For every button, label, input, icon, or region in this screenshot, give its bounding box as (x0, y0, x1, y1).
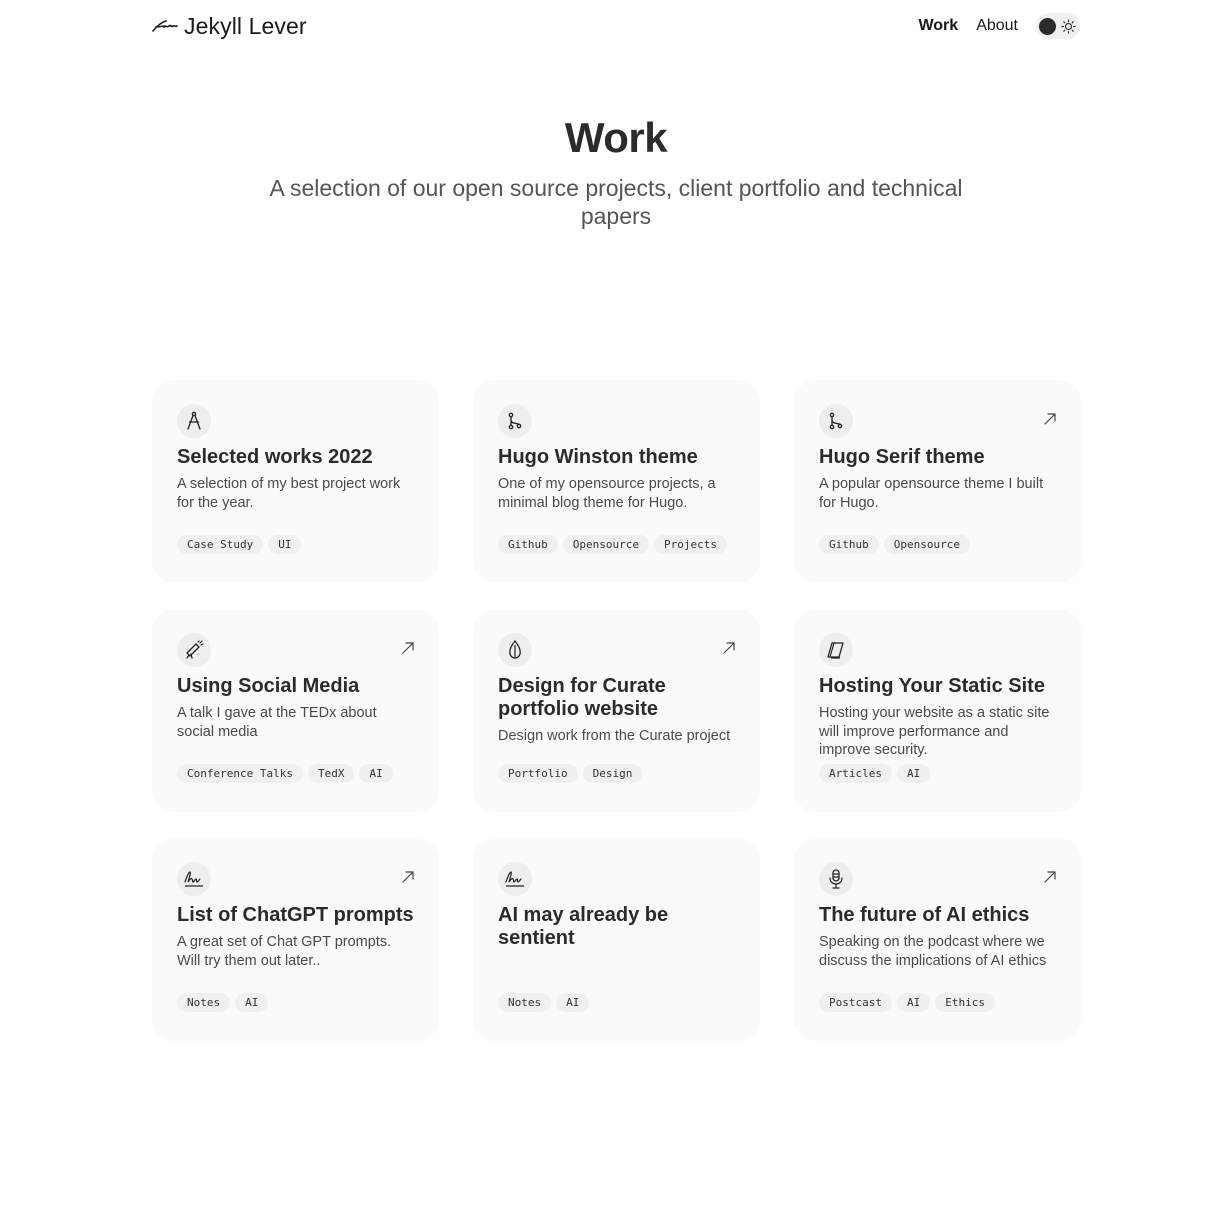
tag[interactable]: Ethics (935, 993, 995, 1012)
tag[interactable]: Notes (498, 993, 551, 1012)
tag-list (819, 764, 930, 783)
card-description: A talk I gave at the TEDx about social media (177, 705, 377, 740)
tag-list (177, 993, 268, 1012)
card-title: Using Social Media (177, 675, 360, 697)
card-description: One of my opensource projects, a minimal blog theme for Hugo. (498, 476, 716, 511)
tag[interactable]: Github (498, 535, 558, 554)
microphone-icon (819, 862, 853, 896)
card-description: A great set of Chat GPT prompts. Will try them out later.. (177, 934, 392, 969)
tag[interactable]: AI (359, 764, 392, 783)
git-branch-icon (819, 404, 853, 438)
card-title: Hosting Your Static Site (819, 675, 1045, 697)
work-card[interactable] (473, 609, 760, 812)
theme-toggle[interactable] (1036, 13, 1080, 39)
tag[interactable]: Case Study (177, 535, 263, 554)
tag[interactable]: Postcast (819, 993, 892, 1012)
work-card[interactable] (152, 609, 439, 812)
tag[interactable]: Opensource (563, 535, 649, 554)
tag[interactable]: AI (897, 993, 930, 1012)
tag-list (498, 764, 642, 783)
page-subtitle: A selection of our open source projects, client portfolio and technical papers (269, 175, 963, 229)
leaf-icon (498, 633, 532, 667)
external-arrow-icon (1043, 870, 1057, 884)
nav-link-work[interactable]: Work (918, 17, 959, 34)
card-description: Design work from the Curate project (498, 728, 731, 744)
card-title: AI may already be sentient (498, 904, 669, 949)
work-grid (152, 380, 1080, 1041)
card-title: Selected works 2022 (177, 446, 373, 468)
tag[interactable]: Conference Talks (177, 764, 303, 783)
compass-icon (177, 404, 211, 438)
megaphone-icon (177, 633, 211, 667)
tag[interactable]: Portfolio (498, 764, 578, 783)
tag[interactable]: Github (819, 535, 879, 554)
card-description: A selection of my best project work for the year. (177, 476, 401, 511)
external-arrow-icon (401, 641, 415, 655)
tag-list (498, 535, 727, 554)
tag-list (177, 535, 301, 554)
toggle-knob (1039, 18, 1056, 35)
work-card[interactable] (794, 838, 1081, 1041)
tag[interactable]: AI (235, 993, 268, 1012)
card-title: The future of AI ethics (819, 904, 1030, 926)
tag[interactable]: TedX (308, 764, 355, 783)
site-header (152, 10, 1080, 42)
card-title: Design for Curate portfolio website (498, 675, 666, 720)
external-arrow-icon (401, 870, 415, 884)
tag[interactable]: Opensource (884, 535, 970, 554)
brand-link[interactable] (152, 13, 307, 40)
external-arrow-icon (722, 641, 736, 655)
git-branch-icon (498, 404, 532, 438)
sun-icon (1060, 18, 1077, 35)
main-nav (918, 13, 1080, 39)
signature-icon (177, 862, 211, 896)
card-description: A popular opensource theme I built for Hugo. (819, 476, 1044, 511)
card-title: Hugo Serif theme (819, 446, 985, 468)
tag-list (498, 993, 589, 1012)
card-description: Speaking on the podcast where we discuss the implications of AI ethics (819, 934, 1047, 969)
signature-logo-icon (152, 16, 178, 36)
work-card[interactable] (473, 380, 760, 583)
work-card[interactable] (794, 380, 1081, 583)
brand-name: Jekyll Lever (184, 12, 307, 39)
work-card[interactable] (794, 609, 1081, 812)
card-title: Hugo Winston theme (498, 446, 698, 468)
external-arrow-icon (1043, 412, 1057, 426)
nav-link-about[interactable]: About (976, 17, 1018, 34)
tag-list (819, 993, 995, 1012)
hero (0, 112, 1232, 230)
work-card[interactable] (152, 838, 439, 1041)
work-card[interactable] (152, 380, 439, 583)
tag[interactable]: Projects (654, 535, 727, 554)
tag[interactable]: AI (897, 764, 930, 783)
tag[interactable]: Notes (177, 993, 230, 1012)
tag-list (177, 764, 393, 783)
tag[interactable]: Design (583, 764, 643, 783)
card-title: List of ChatGPT prompts (177, 904, 414, 926)
notebook-icon (819, 633, 853, 667)
work-card[interactable] (473, 838, 760, 1041)
card-description: Hosting your website as a static site will improve performance and improve security. (819, 705, 1050, 758)
tag[interactable]: AI (556, 993, 589, 1012)
tag[interactable]: Articles (819, 764, 892, 783)
signature-icon (498, 862, 532, 896)
tag[interactable]: UI (268, 535, 301, 554)
tag-list (819, 535, 970, 554)
page-title: Work (564, 114, 668, 161)
